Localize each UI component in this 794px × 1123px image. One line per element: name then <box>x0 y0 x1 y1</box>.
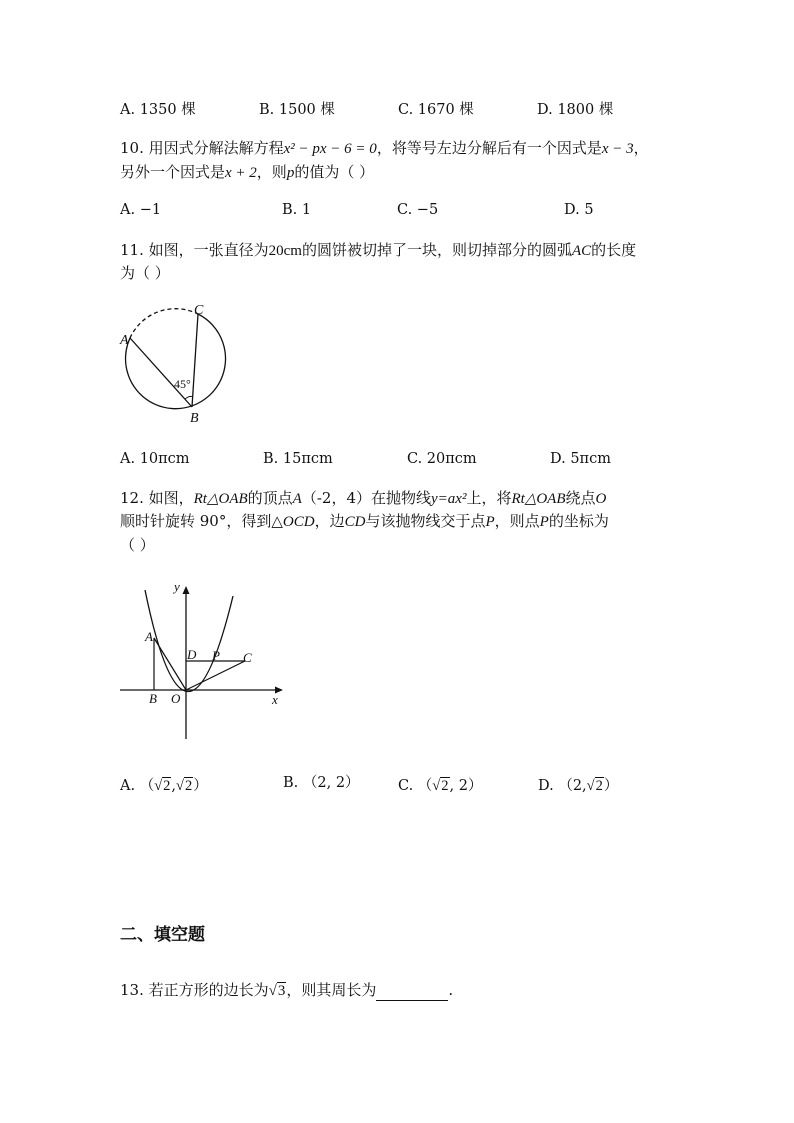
q12-tri2: Rt△OAB <box>511 491 566 507</box>
q13-suffix: . <box>448 981 454 999</box>
q12-option-c-post: , 2） <box>449 778 483 794</box>
q12-option-d-post: ） <box>603 778 619 794</box>
q12-stem-line1 <box>120 488 606 509</box>
q12-point-a: A <box>292 491 302 507</box>
q12-option-d-pre: D. （2, <box>538 778 587 794</box>
q12-option-a-post: ） <box>193 778 208 794</box>
q12-option-a-sep: , <box>171 778 177 794</box>
q12-label-d: D <box>187 647 197 662</box>
q10-line2-prefix: 另外一个因式是 <box>120 163 226 181</box>
q12-label-a: A <box>145 629 153 644</box>
q12-line1-a: 12. 如图， <box>120 489 194 507</box>
section-heading-fill-in: 二、填空题 <box>120 925 205 945</box>
q11-label-a: A <box>120 333 129 348</box>
q11-angle-label: 45° <box>174 377 191 391</box>
q12-option-a-radicand2: 2 <box>185 778 193 794</box>
q12-option-b: B. （2, 2） <box>283 775 360 791</box>
q12-segment-oa <box>154 638 186 690</box>
q10-middle: ，将等号左边分解后有一个因式是 <box>376 139 602 157</box>
q12-line2-d: ，则点 <box>494 512 540 530</box>
q12-line1-e: 绕点 <box>565 489 596 507</box>
q11-angle-mark <box>185 396 193 399</box>
q12-line1-c: （-2，4）在抛物线 <box>301 489 431 507</box>
q10-option-a: A. −1 <box>120 202 162 218</box>
q10-equation: x² − px − 6 = 0 <box>283 141 377 157</box>
q12-y-arrow <box>183 586 190 594</box>
q11-arc: AC <box>571 243 592 259</box>
q13-answer-blank[interactable] <box>376 985 448 1001</box>
q12-label-c: C <box>243 650 252 665</box>
q12-option-c-pre: C. （ <box>398 778 433 794</box>
q11-stem-line2: 为（ ） <box>120 264 170 282</box>
q12-option-d-radicand: 2 <box>595 778 603 794</box>
q11-chord-cb <box>192 314 198 407</box>
q11-label-c: C <box>194 303 204 318</box>
q10-p: p <box>286 165 295 181</box>
q12-point-p: P <box>485 514 495 530</box>
q12-label-p: P <box>212 648 220 663</box>
q10-prefix: 10. 用因式分解法解方程 <box>120 139 284 157</box>
q12-label-x: x <box>272 692 278 707</box>
q12-line1-b: 的顶点 <box>247 489 293 507</box>
q9-option-c: C. 1670 棵 <box>398 102 474 118</box>
q12-parabola: y=ax² <box>431 491 467 507</box>
q12-label-o: O <box>171 691 181 706</box>
q12-line1-d: 上，将 <box>466 489 512 507</box>
q12-segment-oc <box>186 661 245 690</box>
q10-option-d: D. 5 <box>564 202 594 218</box>
q12-line2-b: ，边 <box>314 512 345 530</box>
q12-stem-line3: （ ） <box>120 536 155 554</box>
q12-line2-c: 与该抛物线交于点 <box>365 512 486 530</box>
q13-radicand: 3 <box>277 983 286 999</box>
q11-option-c: C. 20πcm <box>407 451 477 467</box>
q11-option-a: A. 10πcm <box>120 451 190 467</box>
q12-parabola-curve <box>145 590 233 692</box>
q10-comma: ， <box>633 139 649 157</box>
q11-solid-arc <box>126 314 226 409</box>
q11-chord-ab <box>130 338 192 407</box>
q12-option-a-radicand1: 2 <box>163 778 171 794</box>
q11-stem-line1 <box>120 240 636 261</box>
q12-cd: CD <box>344 514 366 530</box>
q13-sqrt: √3 <box>268 983 286 999</box>
q10-option-b: B. 1 <box>282 202 312 218</box>
q12-option-d <box>538 776 618 796</box>
q11-option-b: B. 15πcm <box>263 451 333 467</box>
q11-label-b: B <box>190 411 199 426</box>
q10-factor1: x − 3 <box>601 141 634 157</box>
q9-option-d: D. 1800 棵 <box>537 102 614 118</box>
q12-point-o: O <box>595 491 607 507</box>
q9-option-b: B. 1500 棵 <box>259 102 335 118</box>
q12-line2-a: 顺时针旋转 90°，得到△ <box>120 512 283 530</box>
q10-line2-suffix: 的值为（ ） <box>294 163 375 181</box>
q12-option-c <box>398 776 482 796</box>
q11-line1-a: 11. 如图，一张直径为 <box>120 241 269 259</box>
q10-option-c: C. −5 <box>397 202 439 218</box>
q13-stem <box>120 980 453 1001</box>
q12-option-c-radicand: 2 <box>441 778 449 794</box>
q12-option-a-sqrt1: √2 <box>154 778 171 794</box>
q10-factor2: x + 2 <box>225 165 257 181</box>
q11-dashed-arc <box>130 309 198 338</box>
q10-line2-mid: ，则 <box>256 163 287 181</box>
q12-option-c-sqrt: √2 <box>432 778 449 794</box>
q11-circle-figure <box>110 298 240 428</box>
q12-stem-line2 <box>120 511 609 532</box>
q11-option-d: D. 5πcm <box>550 451 611 467</box>
q12-option-d-sqrt: √2 <box>586 778 603 794</box>
q12-tri3: OCD <box>282 514 315 530</box>
q12-option-a-pre: A. （ <box>120 778 155 794</box>
q12-label-y: y <box>174 579 180 594</box>
q10-stem-line2 <box>120 162 374 183</box>
q10-stem-line1 <box>120 138 649 159</box>
q11-line1-c: 的长度 <box>591 241 637 259</box>
q12-option-a <box>120 776 208 796</box>
q11-diameter: 20cm <box>268 243 302 259</box>
q13-mid: ，则其周长为 <box>286 981 377 999</box>
q12-line2-e: 的坐标为 <box>548 512 609 530</box>
q12-label-b: B <box>149 691 157 706</box>
q13-prefix: 13. 若正方形的边长为 <box>120 981 269 999</box>
q9-option-a: A. 1350 棵 <box>120 102 196 118</box>
q11-line1-b: 的圆饼被切掉了一块，则切掉部分的圆弧 <box>301 241 572 259</box>
q12-tri1: Rt△OAB <box>193 491 248 507</box>
q12-point-p2: P <box>539 514 549 530</box>
q12-option-a-sqrt2: √2 <box>176 778 193 794</box>
q12-parabola-figure <box>115 574 290 744</box>
